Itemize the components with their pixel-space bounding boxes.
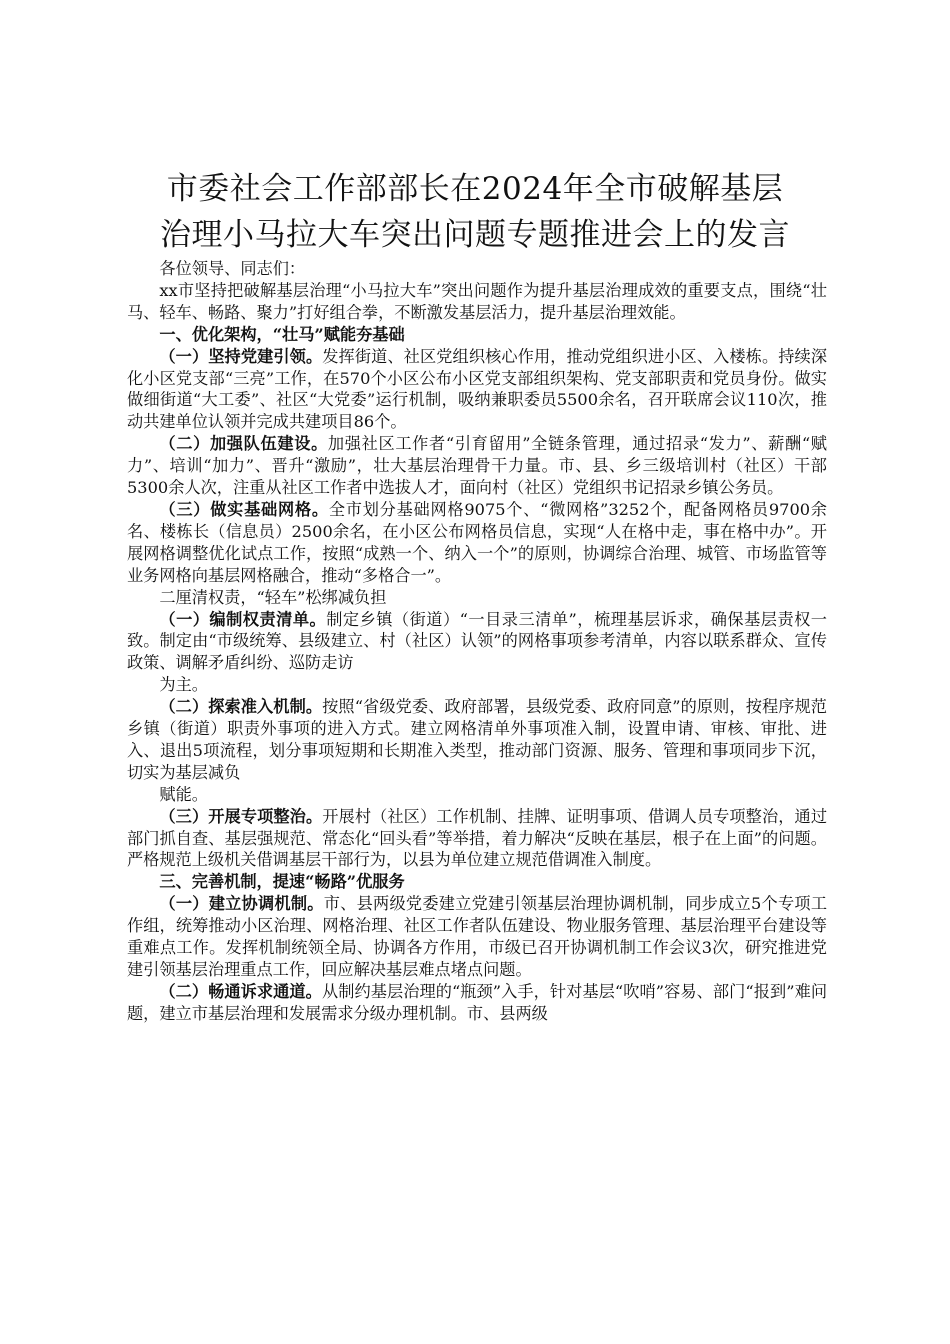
paragraph-lead: （三）做实基础网格。 [159,499,329,519]
paragraph-text: 按照“省级党委、政府部署，县级党委、政府同意”的原则，按程序规范乡镇（街道）职责外事项的进入方式。建立网格清单外事项准入制，设置申请、审核、审批、进入、退出5项流程，划分事项短期和长期准入类型，推动部门资源、服务、管理和事项同步下沉，切实为基层减负 [127,697,827,782]
title-line-1: 市委社会工作部部长在2024年全市破解基层 [166,171,784,207]
section-1-heading: 一、优化架构，“壮马”赋能夯基础 [159,324,405,344]
section-3-heading: 三、完善机制，提速“畅路”优服务 [159,872,405,892]
section-2-paragraph-1 [127,609,827,675]
paragraph-text: 全市划分基础网格9075个、“微网格”3252个，配备网格员9700余名、楼栋长（信息员）2500余名，在小区公布网格员信息，实现“人在格中走，事在格中办”。开展网格调整优化试点工作，按照“成熟一个、纳入一个”的原则，协调综合治理、城管、市场监管等业务网格向基层网格融合，推动“多格合一”。 [127,499,827,585]
paragraph-lead: （二）探索准入机制。 [159,697,323,717]
paragraph-text: 市、县两级党委建立党建引领基层治理协调机制，同步成立5个专项工作组，统筹推动小区治理、网格治理、社区工作者队伍建设、物业服务管理、基层治理平台建设等重难点工作。发挥机制统领全局、协调各方作用，市级已召开协调机制工作会议3次，研究推进党建引领基层治理重点工作，回应解决基层难点堵点问题。 [127,894,827,979]
intro-paragraph: xx市坚持把破解基层治理“小马拉大车”突出问题作为提升基层治理成效的重要支点，围绕“壮马、轻车、畅路、聚力”打好组合拳，不断激发基层活力，提升基层治理效能。 [127,280,827,322]
title-line-2: 治理小马拉大车突出问题专题推进会上的发言 [160,217,790,253]
section-1-paragraph-3 [127,499,827,587]
paragraph-text: 加强社区工作者“引育留用”全链条管理，通过招录“发力”、薪酬“赋力”、培训“加力”、晋升“激励”，壮大基层治理骨干力量。市、县、乡三级培训村（社区）干部5300余人次，注重从社区工作者中选拔人才，面向村（社区）党组织书记招录乡镇公务员。 [127,434,827,498]
paragraph-text: 发挥街道、社区党组织核心作用，推动党组织进小区、入楼栋。持续深化小区党支部“三亮”工作，在570个小区公布小区党支部组织架构、党支部职责和党员身份。做实做细街道“大工委”、社区“大党委”运行机制，吸纳兼职委员5500余名，召开联席会议110次，推动共建单位认领并完成共建项目86个。 [127,346,828,432]
paragraph-text: 从制约基层治理的“瓶颈”入手，针对基层“吹哨”容易、部门“报到”难问题，建立市基层治理和发展需求分级办理机制。市、县两级 [127,981,828,1023]
document-body [127,258,827,1025]
paragraph-lead: （一）坚持党建引领。 [159,346,323,366]
paragraph-lead: （一）建立协调机制。 [159,894,324,914]
section-2-heading: 二厘清权责，“轻车”松绑减负担 [159,587,387,607]
paragraph-lead: （二）加强队伍建设。 [159,434,328,454]
paragraph-text: 制定乡镇（街道）“一目录三清单”，梳理基层诉求，确保基层责权一致。制定由“市级统筹、县级建立、村（社区）认领”的网格事项参考清单，内容以联系群众、宣传政策、调解矛盾纠纷、巡防走访 [127,609,827,673]
section-3-paragraph-1 [127,893,827,981]
greeting: 各位领导、同志们： [159,259,306,278]
section-2-paragraph-2 [127,696,827,784]
section-3-paragraph-2 [127,981,827,1025]
paragraph-lead: （三）开展专项整治。 [159,806,323,826]
section-1-paragraph-1 [127,346,827,434]
document-title [90,166,860,258]
paragraph-lead: （一）编制权责清单。 [159,609,327,629]
section-2-paragraph-3 [127,806,827,872]
paragraph-lead: （二）畅通诉求通道。 [159,981,322,1001]
section-2-paragraph-1-tail: 为主。 [159,675,208,695]
section-1-paragraph-2 [127,433,827,499]
paragraph-text: 开展村（社区）工作机制、挂牌、证明事项、借调人员专项整治，通过部门抓自查、基层强规范、常态化“回头看”等举措，着力解决“反映在基层，根子在上面”的问题。严格规范上级机关借调基层干部行为，以县为单位建立规范借调准入制度。 [127,806,828,870]
section-2-paragraph-2-tail: 赋能。 [159,784,208,804]
